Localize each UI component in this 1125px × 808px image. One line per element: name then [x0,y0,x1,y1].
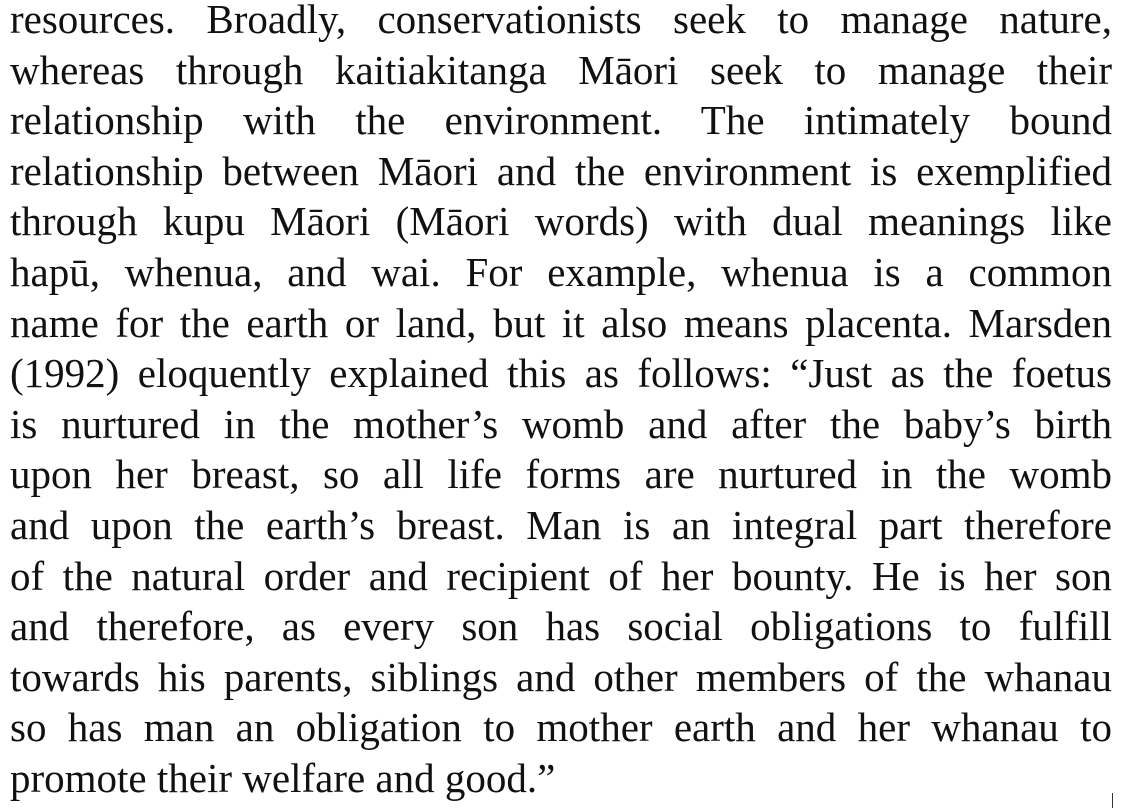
text-line: of the natural order and recipient of her bounty. He is her son [10,552,1112,599]
text-line: towards his parents, siblings and other members of the whanau [10,653,1112,700]
text-line: is nurtured in the mother’s womb and after the baby’s birth [10,400,1112,447]
text-line: promote their welfare and good.” [10,754,556,801]
text-line: relationship with the environment. The intimately bound [10,97,1112,144]
body-paragraph [10,0,1112,804]
text-line: through kupu Māori (Māori words) with dual meanings like [10,198,1112,245]
text-line: name for the earth or land, but it also means placenta. Marsden [10,299,1112,346]
text-line: and upon the earth’s breast. Man is an integral part therefore [10,501,1112,548]
crop-mark [1112,793,1113,808]
text-line: (1992) eloquently explained this as follows: “Just as the foetus [10,350,1112,397]
text-line: relationship between Māori and the environment is exemplified [10,147,1112,194]
text-line: resources. Broadly, conservationists seek to manage nature, [10,0,1112,42]
text-line: whereas through kaitiakitanga Māori seek to manage their [10,46,1112,93]
text-line: hapū, whenua, and wai. For example, whenua is a common [10,248,1112,295]
text-line: so has man an obligation to mother earth and her whanau to [10,704,1112,751]
text-line: upon her breast, so all life forms are nurtured in the womb [10,451,1112,498]
text-line: and therefore, as every son has social obligations to fulfill [10,603,1112,650]
